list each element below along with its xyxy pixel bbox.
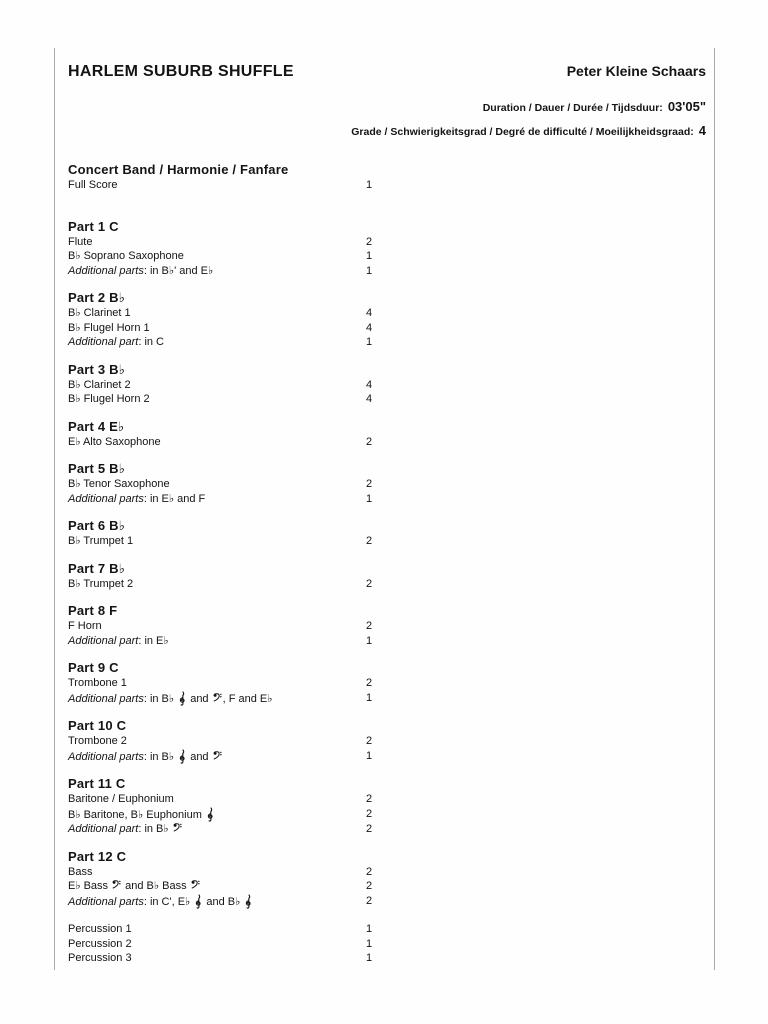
part-qty: 1 [365, 634, 373, 647]
part-label: Additional parts: in B♭ and , F and E♭ [68, 692, 273, 705]
part-qty: 2 [365, 478, 373, 490]
treble-clef-icon [206, 807, 214, 822]
section-heading: Part 12 C [68, 848, 127, 864]
part-qty: 2 [365, 894, 373, 907]
part-row [68, 534, 706, 549]
part-row [68, 249, 706, 264]
part-row [68, 264, 706, 279]
part-row [68, 378, 706, 393]
part-label: Additional parts: in E♭ and F [68, 492, 206, 505]
part-label: B♭ Tenor Saxophone [68, 478, 170, 490]
part-qty: 4 [365, 393, 373, 405]
bass-clef-icon [173, 822, 182, 832]
part-qty: 4 [365, 307, 373, 319]
bass-clef-icon [213, 692, 222, 702]
section-heading: Part 8 F [68, 603, 118, 618]
part-label: Additional part: in E♭ [68, 634, 169, 647]
part-row [68, 577, 706, 592]
part-label: Additional part: in C [68, 336, 165, 348]
part-qty: 1 [365, 492, 373, 505]
part-qty: 2 [365, 823, 373, 835]
part-qty: 4 [365, 378, 373, 391]
part-qty: 4 [365, 321, 373, 334]
part-row [68, 634, 706, 649]
part-section [68, 849, 706, 910]
part-row [68, 922, 706, 937]
meta-block [68, 100, 706, 139]
treble-clef-icon [178, 691, 186, 706]
part-label: B♭ Flugel Horn 1 [68, 321, 150, 334]
grade-line [68, 124, 706, 139]
part-qty: 2 [365, 735, 373, 747]
part-section [68, 561, 706, 592]
bass-clef-icon [112, 879, 121, 889]
part-qty: 1 [365, 937, 373, 950]
parts-list [68, 162, 706, 966]
part-row [68, 691, 706, 707]
part-label: Trombone 1 [68, 677, 127, 689]
duration-value: 03'05" [667, 99, 706, 114]
part-label: B♭ Trumpet 1 [68, 535, 134, 547]
part-label: E♭ Alto Saxophone [68, 435, 161, 448]
part-label: Additional parts: in B♭ and [68, 751, 223, 763]
part-row [68, 435, 706, 450]
duration-label: Duration / Dauer / Durée / Tijdsduur: [482, 102, 663, 114]
part-label: Additional part: in B♭ [68, 823, 183, 835]
part-label: B♭ Clarinet 1 [68, 307, 131, 319]
treble-clef-icon [244, 894, 252, 909]
part-label: B♭ Soprano Saxophone [68, 250, 184, 262]
part-label: Bass [68, 865, 93, 878]
part-label: B♭ Baritone, B♭ Euphonium [68, 809, 215, 821]
section-heading: Part 2 B♭ [68, 290, 126, 305]
part-qty: 1 [365, 691, 373, 704]
grade-value: 4 [698, 123, 706, 138]
part-qty: 2 [365, 620, 373, 632]
part-row [68, 619, 706, 634]
part-row [68, 306, 706, 321]
part-label: Percussion 3 [68, 952, 132, 964]
part-qty: 1 [365, 264, 373, 277]
part-section [68, 362, 706, 407]
bass-clef-icon [191, 879, 200, 889]
part-qty: 2 [365, 677, 373, 689]
section-heading: Part 7 B♭ [68, 560, 126, 576]
part-row [68, 734, 706, 749]
section-heading: Part 4 E♭ [68, 418, 125, 434]
part-section [68, 660, 706, 706]
part-section [68, 419, 706, 450]
part-qty: 1 [365, 336, 373, 348]
treble-clef-icon [194, 894, 202, 909]
part-qty: 2 [365, 865, 373, 878]
part-label: Baritone / Euphonium [68, 793, 174, 805]
part-qty: 2 [365, 880, 373, 892]
part-row [68, 792, 706, 807]
part-row [68, 235, 706, 250]
part-section [68, 718, 706, 764]
part-row [68, 822, 706, 837]
part-row [68, 865, 706, 880]
part-row [68, 392, 706, 407]
section-heading: Part 11 C [68, 776, 126, 791]
part-qty: 2 [365, 435, 373, 448]
treble-clef-icon [178, 749, 186, 764]
part-qty: 1 [365, 250, 373, 262]
section-heading: Concert Band / Harmonie / Fanfare [68, 162, 289, 177]
part-label: Flute [68, 235, 93, 248]
part-row [68, 879, 706, 894]
section-heading: Part 9 C [68, 660, 119, 675]
part-row [68, 749, 706, 765]
section-heading: Part 10 C [68, 718, 127, 733]
bass-clef-icon [213, 750, 222, 760]
grade-label: Grade / Schwierigkeitsgrad / Degré de difficulté / Moeilijkheidsgraad: [351, 126, 694, 138]
part-qty: 2 [365, 535, 373, 547]
section-heading: Part 3 B♭ [68, 361, 126, 377]
part-label: Additional parts: in C', E♭ and B♭ [68, 896, 253, 908]
part-qty: 2 [365, 793, 373, 805]
part-section [68, 922, 706, 966]
section-heading: Part 1 C [68, 218, 119, 234]
section-heading: Part 5 B♭ [68, 461, 126, 476]
part-label: Full Score [68, 179, 118, 191]
part-row [68, 335, 706, 350]
part-qty: 2 [365, 235, 373, 248]
part-label: Percussion 1 [68, 923, 132, 935]
left-page-rule [54, 48, 55, 970]
part-row [68, 894, 706, 910]
part-label: F Horn [68, 620, 102, 632]
part-label: B♭ Trumpet 2 [68, 577, 134, 590]
title-row [68, 62, 706, 81]
part-label: Additional parts: in B♭' and E♭ [68, 264, 214, 277]
part-section [68, 290, 706, 350]
part-label: B♭ Flugel Horn 2 [68, 393, 150, 405]
part-qty: 2 [365, 807, 373, 820]
part-section [68, 162, 706, 193]
part-section [68, 518, 706, 549]
part-row [68, 807, 706, 823]
part-label: E♭ Bass and B♭ Bass [68, 880, 201, 892]
section-heading: Part 6 B♭ [68, 518, 126, 533]
part-section [68, 603, 706, 648]
page-content [68, 62, 706, 966]
duration-line [68, 100, 706, 115]
part-row [68, 178, 706, 193]
part-row [68, 951, 706, 966]
part-qty: 1 [365, 923, 373, 935]
part-qty: 1 [365, 749, 373, 762]
page-title: HARLEM SUBURB SHUFFLE [68, 63, 294, 80]
part-row [68, 676, 706, 691]
part-qty: 1 [365, 952, 373, 964]
composer-name: Peter Kleine Schaars [566, 63, 706, 79]
part-section [68, 219, 706, 279]
part-qty: 2 [365, 577, 373, 590]
part-row [68, 492, 706, 507]
part-row [68, 477, 706, 492]
part-label: Percussion 2 [68, 937, 132, 950]
part-label: Trombone 2 [68, 735, 127, 747]
part-section [68, 461, 706, 506]
right-page-rule [714, 48, 715, 970]
part-qty: 1 [365, 179, 373, 191]
part-label: B♭ Clarinet 2 [68, 378, 131, 391]
part-row [68, 937, 706, 952]
part-section [68, 776, 706, 837]
part-row [68, 321, 706, 336]
